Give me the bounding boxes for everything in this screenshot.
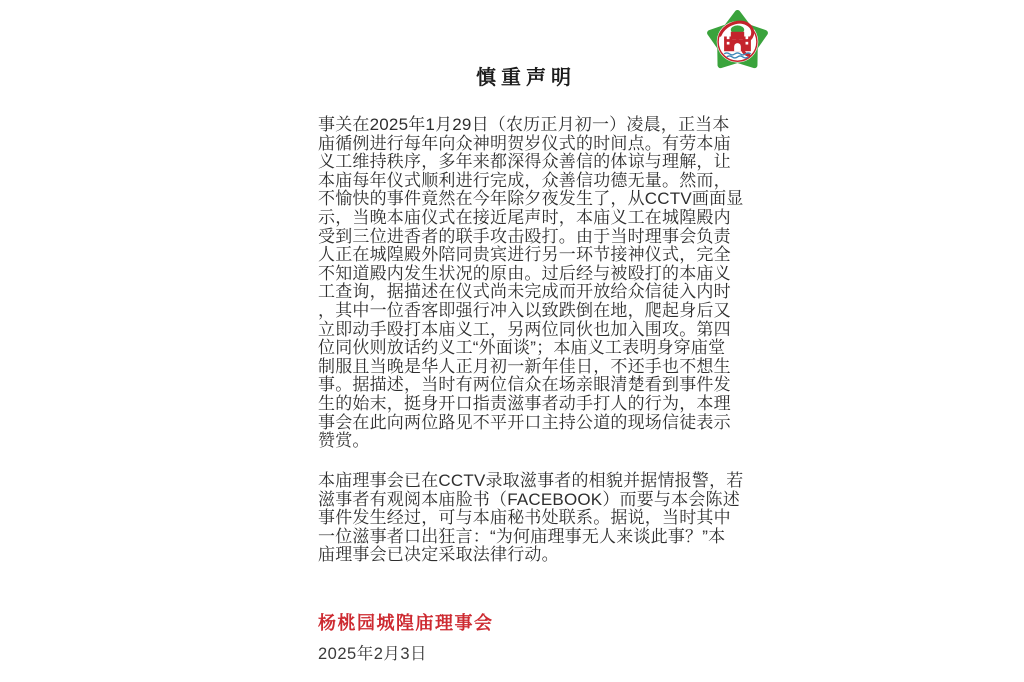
text-line: 义工维持秩序，多年来都深得众善信的体谅与理解，让 xyxy=(318,152,731,172)
text-line: 事件发生经过，可与本庙秘书处联系。据说，当时其中 xyxy=(318,508,731,528)
emblem-gate-window-left xyxy=(727,42,730,45)
text-line: 不愉快的事件竟然在今年除夕夜发生了，从CCTV画面显 xyxy=(318,189,744,209)
page-title: 慎重声明 xyxy=(476,67,576,89)
text-line: 庙循例进行每年向众神明贺岁仪式的时间点。有劳本庙 xyxy=(318,133,731,153)
signature-committee-name: 杨桃园城隍庙理事会 xyxy=(318,613,494,633)
statement-date: 2025年2月3日 xyxy=(318,645,428,663)
text-line: 制服且当晚是华人正月初一新年佳日，不还手也不想生 xyxy=(318,356,731,376)
text-line: 本庙每年仪式顺利进行完成，众善信功德无量。然而， xyxy=(318,170,731,190)
text-line: 位同伙则放话约义工“外面谈”；本庙义工表明身穿庙堂 xyxy=(318,338,726,358)
text-line: 示，当晚本庙仪式在接近尾声时，本庙义工在城隍殿内 xyxy=(318,207,731,227)
text-line: 一位滋事者口出狂言：“为何庙理事无人来谈此事？”本 xyxy=(318,526,726,546)
text-line: 不知道殿内发生状况的原由。过后经与被殴打的本庙义 xyxy=(318,263,731,283)
text-line: 立即动手殴打本庙义工，另两位同伙也加入围攻。第四 xyxy=(318,319,731,339)
text-line: 滋事者有观阅本庙脸书（FACEBOOK）而要与本会陈述 xyxy=(318,489,740,509)
emblem-gate-arch xyxy=(734,43,741,51)
text-line: 事关在2025年1月29日（农历正月初一）凌晨，正当本 xyxy=(318,115,730,134)
text-line: 事。据描述，当时有两位信众在场亲眼清楚看到事件发 xyxy=(318,375,731,395)
text-line: 生的始末，挺身开口指责滋事者动手打人的行为，本理 xyxy=(318,393,731,413)
text-line: 工查询，据描述在仪式尚未完成而开放给众信徒入内时 xyxy=(318,282,731,302)
text-line: 本庙理事会已在CCTV录取滋事者的相貌并据情报警，若 xyxy=(318,471,744,490)
text-line: 受到三位进香者的联手攻击殴打。由于当时理事会负责 xyxy=(318,226,731,246)
emblem-gate-window-right xyxy=(746,42,749,45)
statement-paragraph-1 xyxy=(318,115,744,451)
text-line: 庙理事会已决定采取法律行动。 xyxy=(318,545,559,565)
statement-paragraph-2 xyxy=(318,471,744,565)
text-line: 事会在此向两位路见不平开口主持公道的现场信徒表示 xyxy=(318,412,731,432)
text-line: ，其中一位香客即强行冲入以致跌倒在地，爬起身后又 xyxy=(318,300,731,320)
text-line: 人正在城隍殿外陪同贵宾进行另一环节接神仪式，完全 xyxy=(318,245,731,265)
text-line: 赞赏。 xyxy=(318,431,370,451)
